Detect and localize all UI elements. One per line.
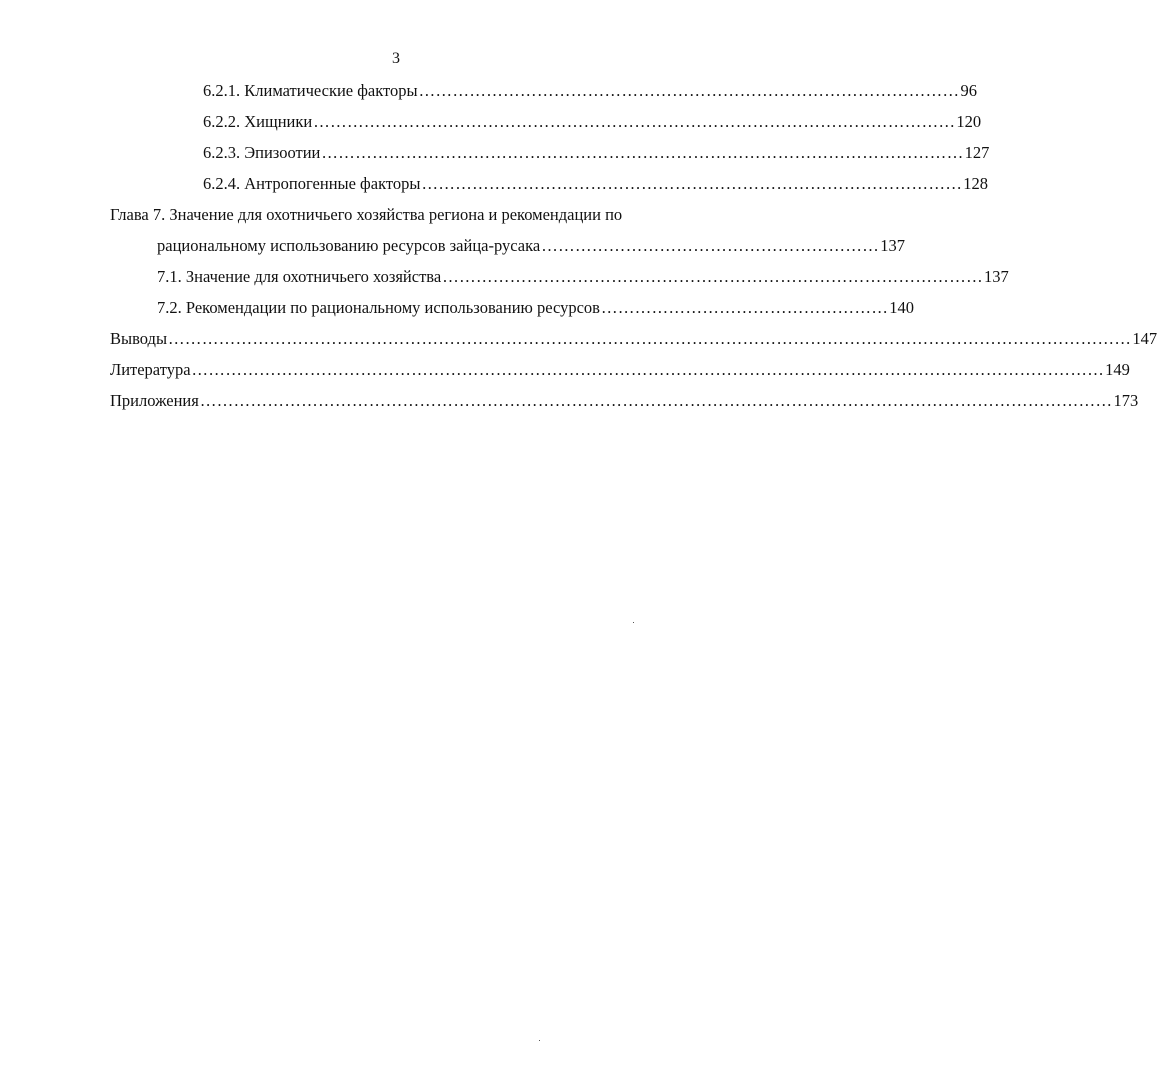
toc-entry-page: 120 <box>956 112 982 131</box>
toc-entry-chapter-7[interactable] <box>157 231 905 261</box>
toc-entry-title: 6.2.2. Хищники <box>203 112 313 131</box>
toc-entry-page: 96 <box>960 81 977 100</box>
toc-entry-appendices[interactable] <box>110 386 1139 416</box>
toc-entry-title: Приложения <box>110 391 199 410</box>
toc-entry-conclusions[interactable] <box>110 324 1157 354</box>
toc-entry-title: Выводы <box>110 329 168 348</box>
toc-entry-title: 6.2.1. Климатические факторы <box>203 81 418 100</box>
scan-speck <box>633 622 634 623</box>
toc-leader-dots: …………………………………………………………………………………………………… <box>321 143 964 162</box>
toc-entry-page: 173 <box>1113 391 1139 410</box>
toc-leader-dots: …………………………………………………… <box>541 236 880 255</box>
toc-entry-6-2-2[interactable] <box>203 107 982 137</box>
toc-entry-title: 6.2.3. Эпизоотии <box>203 143 321 162</box>
toc-leader-dots: …………………………………………………………………………………………………… <box>313 112 956 131</box>
toc-entry-title: рациональному использованию ресурсов зайца-русака <box>157 236 541 255</box>
toc-entry-6-2-4[interactable] <box>203 169 989 199</box>
chapter-7-heading[interactable]: Глава 7. Значение для охотничьего хозяйства региона и рекомендации по <box>110 205 623 224</box>
toc-entry-title: 7.2. Рекомендации по рациональному использованию ресурсов <box>157 298 600 317</box>
toc-entry-6-2-1[interactable] <box>203 76 977 106</box>
toc-entry-6-2-3[interactable] <box>203 138 990 168</box>
toc-entry-page: 137 <box>880 236 905 255</box>
toc-entry-page: 127 <box>964 143 990 162</box>
toc-leader-dots: ……………………………………………………………………………………………………………………………………………… <box>191 360 1105 379</box>
toc-entry-title: Литература <box>110 360 191 379</box>
toc-leader-dots: …………………………………………………………………………………… <box>421 174 963 193</box>
page-number: 3 <box>392 50 400 67</box>
toc-leader-dots: ……………………………………………………………………………………………………………………………………………………… <box>168 329 1132 348</box>
toc-entry-page: 128 <box>963 174 989 193</box>
toc-leader-dots: ……………………………………………………………………………………………………………………………………………… <box>199 391 1113 410</box>
toc-leader-dots: …………………………………………………………………………………… <box>442 267 984 286</box>
toc-entry-title: 6.2.4. Антропогенные факторы <box>203 174 421 193</box>
toc-entry-literature[interactable] <box>110 355 1130 385</box>
toc-entry-7-2[interactable] <box>157 293 915 323</box>
toc-entry-page: 137 <box>984 267 1009 286</box>
scan-speck <box>539 1040 540 1041</box>
toc-leader-dots: …………………………………………… <box>600 298 889 317</box>
toc-entry-page: 140 <box>889 298 915 317</box>
toc-entry-title: 7.1. Значение для охотничьего хозяйства <box>157 267 442 286</box>
toc-entry-page: 149 <box>1105 360 1130 379</box>
toc-entry-page: 147 <box>1132 329 1157 348</box>
toc-leader-dots: …………………………………………………………………………………… <box>418 81 960 100</box>
toc-entry-7-1[interactable] <box>157 262 1009 292</box>
